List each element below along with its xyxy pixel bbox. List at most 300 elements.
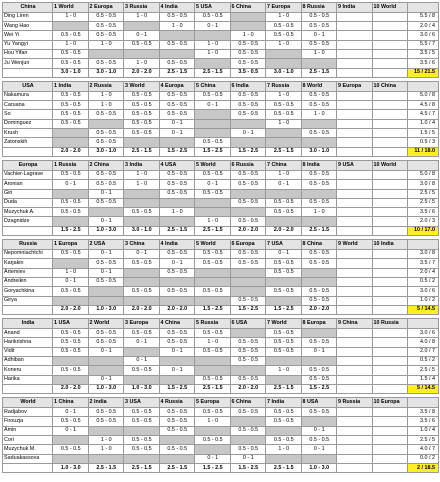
player-score: 3.0 / 6 bbox=[408, 31, 439, 40]
player-score: 5.0 / 8 bbox=[408, 91, 439, 100]
game-result: 0.5 - 0.5 bbox=[301, 22, 337, 31]
player-row bbox=[3, 101, 439, 110]
round-header: 9 Russia bbox=[337, 398, 373, 408]
player-name: Adhiban bbox=[3, 357, 53, 366]
game-result bbox=[53, 22, 89, 31]
game-result bbox=[195, 129, 231, 138]
game-result bbox=[337, 338, 373, 347]
game-result bbox=[301, 119, 337, 128]
game-result bbox=[124, 138, 160, 147]
game-result: 0.5 - 0.5 bbox=[124, 417, 160, 426]
match-total: 2.5 - 1.5 bbox=[159, 463, 195, 473]
game-result bbox=[159, 375, 195, 384]
score-header bbox=[408, 3, 439, 13]
player-score: 3.5 / 5 bbox=[408, 49, 439, 58]
player-score: 2.0 / 4 bbox=[408, 268, 439, 277]
player-score: 1.5 / 5 bbox=[408, 129, 439, 138]
game-result bbox=[266, 217, 302, 226]
score-header bbox=[408, 319, 439, 329]
game-result: 0.5 - 0.5 bbox=[266, 259, 302, 268]
game-result bbox=[372, 287, 408, 296]
match-total: 2.0 - 2.0 bbox=[124, 68, 160, 78]
game-result: 0.5 - 0.5 bbox=[159, 110, 195, 119]
player-row bbox=[3, 329, 439, 338]
game-result: 0.5 - 0.5 bbox=[230, 49, 266, 58]
game-result bbox=[230, 329, 266, 338]
game-result: 0 - 1 bbox=[53, 277, 89, 286]
game-result: 0.5 - 0.5 bbox=[159, 91, 195, 100]
game-result bbox=[195, 198, 231, 207]
game-result: 0.5 - 0.5 bbox=[124, 208, 160, 217]
game-result bbox=[337, 12, 373, 21]
game-result: 1 - 0 bbox=[266, 91, 302, 100]
game-result bbox=[195, 31, 231, 40]
game-result bbox=[337, 217, 373, 226]
game-result: 0 - 1 bbox=[124, 250, 160, 259]
round-header: 1 World bbox=[53, 3, 89, 13]
match-total bbox=[337, 226, 373, 236]
game-result bbox=[53, 436, 89, 445]
game-result: 0.5 - 0.5 bbox=[195, 189, 231, 198]
match-total: 2.5 - 1.5 bbox=[266, 147, 302, 157]
game-result bbox=[230, 287, 266, 296]
player-score: 5.0 / 8 bbox=[408, 170, 439, 179]
game-result: 0.5 - 0.5 bbox=[301, 338, 337, 347]
game-result bbox=[124, 454, 160, 463]
game-result bbox=[337, 454, 373, 463]
game-result bbox=[159, 198, 195, 207]
game-result bbox=[372, 408, 408, 417]
player-row bbox=[3, 31, 439, 40]
player-score: 1.0 / 4 bbox=[408, 119, 439, 128]
game-result: 0.5 - 0.5 bbox=[159, 101, 195, 110]
player-score: 4.5 / 7 bbox=[408, 110, 439, 119]
game-result bbox=[372, 445, 408, 454]
game-result bbox=[159, 454, 195, 463]
round-header: 3 Europa bbox=[124, 319, 160, 329]
round-header: 4 China bbox=[159, 319, 195, 329]
player-score: 3.5 / 6 bbox=[408, 208, 439, 217]
match-total: 1.5 - 2.5 bbox=[195, 463, 231, 473]
player-name: Muzychuk M. bbox=[3, 445, 53, 454]
match-total: 3.0 - 1.0 bbox=[53, 68, 89, 78]
game-result bbox=[337, 287, 373, 296]
game-result bbox=[230, 12, 266, 21]
game-result: 0.5 - 0.5 bbox=[266, 347, 302, 356]
game-result: 0.5 - 0.5 bbox=[230, 101, 266, 110]
game-result: 0.5 - 0.5 bbox=[266, 31, 302, 40]
round-header: 1 Russia bbox=[53, 161, 89, 171]
player-score: 2.5 / 5 bbox=[408, 436, 439, 445]
player-name: Muzychuk A. bbox=[3, 208, 53, 217]
player-row bbox=[3, 119, 439, 128]
game-result bbox=[337, 277, 373, 286]
game-result: 0 - 1 bbox=[124, 31, 160, 40]
player-row bbox=[3, 338, 439, 347]
game-result: 0.5 - 0.5 bbox=[266, 268, 302, 277]
game-result bbox=[372, 198, 408, 207]
round-header: 9 China bbox=[337, 319, 373, 329]
game-result bbox=[266, 189, 302, 198]
game-result: 0.5 - 0.5 bbox=[159, 445, 195, 454]
match-total: 2.5 - 1.5 bbox=[88, 463, 124, 473]
score-header bbox=[408, 240, 439, 250]
game-result bbox=[159, 296, 195, 305]
game-result bbox=[266, 59, 302, 68]
game-result: 0.5 - 0.5 bbox=[53, 110, 89, 119]
game-result bbox=[372, 170, 408, 179]
game-result bbox=[124, 347, 160, 356]
match-total: 1.5 - 2.5 bbox=[195, 147, 231, 157]
game-result bbox=[301, 138, 337, 147]
game-result bbox=[301, 329, 337, 338]
game-result bbox=[53, 357, 89, 366]
game-result: 0.5 - 0.5 bbox=[230, 180, 266, 189]
game-result bbox=[372, 101, 408, 110]
match-total bbox=[337, 68, 373, 78]
game-result bbox=[53, 189, 89, 198]
totals-label bbox=[3, 463, 53, 473]
player-score: 1.5 / 4 bbox=[408, 375, 439, 384]
player-name: So bbox=[3, 110, 53, 119]
match-total bbox=[337, 384, 373, 394]
round-header: 8 India bbox=[301, 161, 337, 171]
game-result bbox=[301, 454, 337, 463]
player-score: 2.5 / 5 bbox=[408, 189, 439, 198]
game-result bbox=[372, 59, 408, 68]
totals-row bbox=[3, 68, 439, 78]
player-row bbox=[3, 189, 439, 198]
header-row bbox=[3, 319, 439, 329]
player-name: Anand bbox=[3, 329, 53, 338]
game-result: 0.5 - 0.5 bbox=[53, 208, 89, 217]
player-score: 5.5 / 7 bbox=[408, 40, 439, 49]
game-result bbox=[124, 296, 160, 305]
game-result bbox=[266, 357, 302, 366]
player-name: Amin bbox=[3, 426, 53, 435]
game-result: 0.5 - 0.5 bbox=[53, 101, 89, 110]
game-result bbox=[195, 277, 231, 286]
round-header: 2 China bbox=[88, 161, 124, 171]
round-header: 4 India bbox=[159, 3, 195, 13]
match-total: 2.0 - 2.0 bbox=[53, 384, 89, 394]
game-result: 0.5 - 0.5 bbox=[124, 119, 160, 128]
round-header: 6 USA bbox=[230, 319, 266, 329]
game-result: 0 - 1 bbox=[88, 268, 124, 277]
round-header: 4 Europa bbox=[159, 82, 195, 92]
game-result bbox=[230, 208, 266, 217]
player-name: Vachier-Lagrave bbox=[3, 170, 53, 179]
game-result: 0.5 - 0.5 bbox=[266, 338, 302, 347]
game-result bbox=[372, 296, 408, 305]
game-result: 0.5 - 0.5 bbox=[159, 180, 195, 189]
game-result bbox=[195, 357, 231, 366]
totals-row bbox=[3, 384, 439, 394]
game-result: 1 - 0 bbox=[266, 119, 302, 128]
match-total: 2.5 - 1.5 bbox=[124, 463, 160, 473]
round-header: 6 India bbox=[230, 82, 266, 92]
totals-row bbox=[3, 147, 439, 157]
round-header: 8 Europa bbox=[301, 319, 337, 329]
game-result bbox=[372, 110, 408, 119]
player-name: Hou Yifan bbox=[3, 49, 53, 58]
round-header: 6 Europa bbox=[230, 240, 266, 250]
game-result: 0.5 - 0.5 bbox=[88, 338, 124, 347]
game-result: 0.5 - 0.5 bbox=[124, 259, 160, 268]
team-table-usa bbox=[2, 81, 439, 157]
round-header: 10 World bbox=[372, 3, 408, 13]
game-result: 1 - 0 bbox=[195, 40, 231, 49]
game-result: 0.5 - 0.5 bbox=[159, 329, 195, 338]
game-result: 1 - 0 bbox=[195, 417, 231, 426]
player-row bbox=[3, 40, 439, 49]
game-result: 0.5 - 0.5 bbox=[53, 59, 89, 68]
round-header: 2 India bbox=[88, 398, 124, 408]
player-score: 2.5 / 5 bbox=[408, 198, 439, 207]
game-result bbox=[88, 287, 124, 296]
game-result: 1 - 0 bbox=[301, 49, 337, 58]
round-header: 9 World bbox=[337, 240, 373, 250]
match-total: 1.5 - 2.5 bbox=[195, 305, 231, 315]
match-total: 1.5 - 2.5 bbox=[159, 384, 195, 394]
match-total: 1.0 - 3.0 bbox=[88, 305, 124, 315]
game-result: 0 - 1 bbox=[230, 454, 266, 463]
round-header: 6 Russia bbox=[230, 161, 266, 171]
round-header: 2 USA bbox=[88, 240, 124, 250]
game-result bbox=[337, 296, 373, 305]
game-result: 0.5 - 0.5 bbox=[230, 217, 266, 226]
team-total-score: 2 / 18.5 bbox=[408, 463, 439, 473]
game-result bbox=[337, 59, 373, 68]
team-total-score: 15 / 21.5 bbox=[408, 68, 439, 78]
totals-label bbox=[3, 226, 53, 236]
round-header: 1 China bbox=[53, 398, 89, 408]
game-result bbox=[195, 119, 231, 128]
player-name: Yu Yangyi bbox=[3, 40, 53, 49]
match-total: 1.5 - 2.5 bbox=[266, 305, 302, 315]
game-result: 0.5 - 0.5 bbox=[124, 445, 160, 454]
round-header: 9 USA bbox=[337, 161, 373, 171]
game-result: 0.5 - 0.5 bbox=[159, 268, 195, 277]
score-header bbox=[408, 161, 439, 171]
player-row bbox=[3, 180, 439, 189]
game-result bbox=[53, 138, 89, 147]
player-score: 3.0 / 6 bbox=[408, 287, 439, 296]
game-result bbox=[53, 454, 89, 463]
game-result: 0.5 - 0.5 bbox=[159, 189, 195, 198]
game-result bbox=[230, 277, 266, 286]
player-score: 0.5 / 2 bbox=[408, 277, 439, 286]
game-result: 0.5 - 0.5 bbox=[159, 12, 195, 21]
score-header bbox=[408, 398, 439, 408]
game-result: 1 - 0 bbox=[53, 40, 89, 49]
header-row bbox=[3, 3, 439, 13]
game-result: 0.5 - 0.5 bbox=[266, 287, 302, 296]
game-result: 0 - 1 bbox=[195, 454, 231, 463]
game-result bbox=[337, 91, 373, 100]
player-score: 4.5 / 8 bbox=[408, 101, 439, 110]
match-total bbox=[372, 384, 408, 394]
round-header: 3 USA bbox=[124, 398, 160, 408]
player-score: 3.5 / 8 bbox=[408, 408, 439, 417]
match-total: 3.0 - 1.0 bbox=[88, 147, 124, 157]
game-result: 1 - 0 bbox=[266, 366, 302, 375]
game-result bbox=[337, 250, 373, 259]
game-result: 0.5 - 0.5 bbox=[301, 12, 337, 21]
player-name: Karjakin bbox=[3, 259, 53, 268]
game-result: 0.5 - 0.5 bbox=[230, 250, 266, 259]
game-result: 0.5 - 0.5 bbox=[230, 170, 266, 179]
game-result: 0.5 - 0.5 bbox=[53, 347, 89, 356]
game-result bbox=[337, 417, 373, 426]
player-score: 0.0 / 2 bbox=[408, 454, 439, 463]
match-total: 1.5 - 2.5 bbox=[53, 226, 89, 236]
player-name: Radjabov bbox=[3, 408, 53, 417]
game-result bbox=[372, 375, 408, 384]
player-score: 3.0 / 8 bbox=[408, 180, 439, 189]
game-result bbox=[337, 189, 373, 198]
game-result: 1 - 0 bbox=[159, 208, 195, 217]
game-result bbox=[159, 31, 195, 40]
game-result bbox=[88, 119, 124, 128]
game-result bbox=[301, 59, 337, 68]
game-result: 1 - 0 bbox=[124, 170, 160, 179]
game-result: 0.5 - 0.5 bbox=[195, 138, 231, 147]
game-result bbox=[159, 357, 195, 366]
player-row bbox=[3, 208, 439, 217]
game-result: 0.5 - 0.5 bbox=[301, 40, 337, 49]
round-header: 7 India bbox=[266, 398, 302, 408]
game-result bbox=[53, 259, 89, 268]
player-score: 3.0 / 6 bbox=[408, 329, 439, 338]
game-result bbox=[372, 268, 408, 277]
game-result: 0.5 - 0.5 bbox=[230, 375, 266, 384]
game-result bbox=[372, 454, 408, 463]
game-result: 0.5 - 0.5 bbox=[230, 59, 266, 68]
match-total: 2.5 - 1.5 bbox=[195, 226, 231, 236]
game-result: 0.5 - 0.5 bbox=[159, 338, 195, 347]
game-result bbox=[337, 170, 373, 179]
game-result: 0.5 - 0.5 bbox=[266, 408, 302, 417]
totals-row bbox=[3, 463, 439, 473]
team-table-india bbox=[2, 318, 439, 394]
player-name: Caruana bbox=[3, 101, 53, 110]
round-header: 3 India bbox=[124, 161, 160, 171]
player-score: 1.0 / 4 bbox=[408, 426, 439, 435]
game-result: 0.5 - 0.5 bbox=[230, 91, 266, 100]
game-result: 0.5 - 0.5 bbox=[88, 59, 124, 68]
player-score: 1.0 / 2 bbox=[408, 296, 439, 305]
round-header: 3 World bbox=[124, 82, 160, 92]
player-name: Koneru bbox=[3, 366, 53, 375]
player-score: 2.0 / 4 bbox=[408, 22, 439, 31]
totals-row bbox=[3, 226, 439, 236]
score-header bbox=[408, 82, 439, 92]
game-result: 0 - 1 bbox=[159, 119, 195, 128]
player-row bbox=[3, 250, 439, 259]
game-result bbox=[372, 347, 408, 356]
game-result bbox=[195, 110, 231, 119]
match-total: 2.5 - 1.5 bbox=[195, 68, 231, 78]
game-result: 0.5 - 0.5 bbox=[124, 408, 160, 417]
match-total: 2.0 - 2.0 bbox=[230, 226, 266, 236]
game-result: 0.5 - 0.5 bbox=[266, 329, 302, 338]
game-result: 0.5 - 0.5 bbox=[195, 250, 231, 259]
game-result: 0.5 - 0.5 bbox=[301, 198, 337, 207]
game-result: 0.5 - 0.5 bbox=[124, 91, 160, 100]
match-total bbox=[372, 147, 408, 157]
game-result: 1 - 0 bbox=[53, 268, 89, 277]
game-result bbox=[195, 426, 231, 435]
player-row bbox=[3, 366, 439, 375]
game-result: 0 - 1 bbox=[195, 22, 231, 31]
totals-label bbox=[3, 305, 53, 315]
match-total: 2.5 - 1.5 bbox=[266, 463, 302, 473]
game-result bbox=[337, 22, 373, 31]
game-result: 1 - 0 bbox=[195, 338, 231, 347]
game-result bbox=[372, 417, 408, 426]
game-result bbox=[53, 129, 89, 138]
match-total: 1.5 - 2.5 bbox=[230, 463, 266, 473]
game-result bbox=[337, 426, 373, 435]
player-name: Giri bbox=[3, 189, 53, 198]
player-row bbox=[3, 347, 439, 356]
game-result: 0.5 - 0.5 bbox=[301, 91, 337, 100]
round-header: 2 Europa bbox=[88, 3, 124, 13]
game-result: 0.5 - 0.5 bbox=[88, 22, 124, 31]
game-result: 0.5 - 0.5 bbox=[124, 110, 160, 119]
match-total: 2.5 - 1.5 bbox=[124, 147, 160, 157]
match-total: 1.0 - 3.0 bbox=[301, 463, 337, 473]
game-result bbox=[301, 189, 337, 198]
round-header: 5 Russia bbox=[195, 319, 231, 329]
game-result: 0.5 - 0.5 bbox=[195, 91, 231, 100]
round-header: 7 USA bbox=[266, 240, 302, 250]
player-row bbox=[3, 198, 439, 207]
team-name: Russia bbox=[3, 240, 53, 250]
match-total: 2.0 - 2.0 bbox=[53, 147, 89, 157]
match-total: 2.5 - 1.5 bbox=[159, 68, 195, 78]
round-header: 8 USA bbox=[301, 398, 337, 408]
game-result: 0.5 - 0.5 bbox=[88, 408, 124, 417]
game-result bbox=[88, 454, 124, 463]
game-result bbox=[301, 417, 337, 426]
game-result bbox=[195, 296, 231, 305]
game-result bbox=[372, 31, 408, 40]
game-result: 1 - 0 bbox=[266, 170, 302, 179]
player-name: Wei Yi bbox=[3, 31, 53, 40]
game-result bbox=[53, 375, 89, 384]
round-header: 1 USA bbox=[53, 319, 89, 329]
game-result bbox=[88, 208, 124, 217]
game-result bbox=[124, 426, 160, 435]
game-result: 0.5 - 0.5 bbox=[195, 436, 231, 445]
player-row bbox=[3, 375, 439, 384]
game-result: 0 - 1 bbox=[124, 357, 160, 366]
match-total: 3.0 - 1.0 bbox=[266, 68, 302, 78]
player-score: 3.0 / 8 bbox=[408, 250, 439, 259]
match-total: 1.0 - 3.0 bbox=[88, 226, 124, 236]
player-score: 3.5 / 6 bbox=[408, 59, 439, 68]
game-result: 1 - 0 bbox=[266, 445, 302, 454]
match-total: 2.5 - 1.5 bbox=[301, 226, 337, 236]
game-result bbox=[337, 101, 373, 110]
game-result bbox=[88, 357, 124, 366]
game-result bbox=[159, 217, 195, 226]
game-result: 0 - 1 bbox=[159, 366, 195, 375]
round-header: 4 USA bbox=[159, 161, 195, 171]
game-result: 0.5 - 0.5 bbox=[301, 296, 337, 305]
